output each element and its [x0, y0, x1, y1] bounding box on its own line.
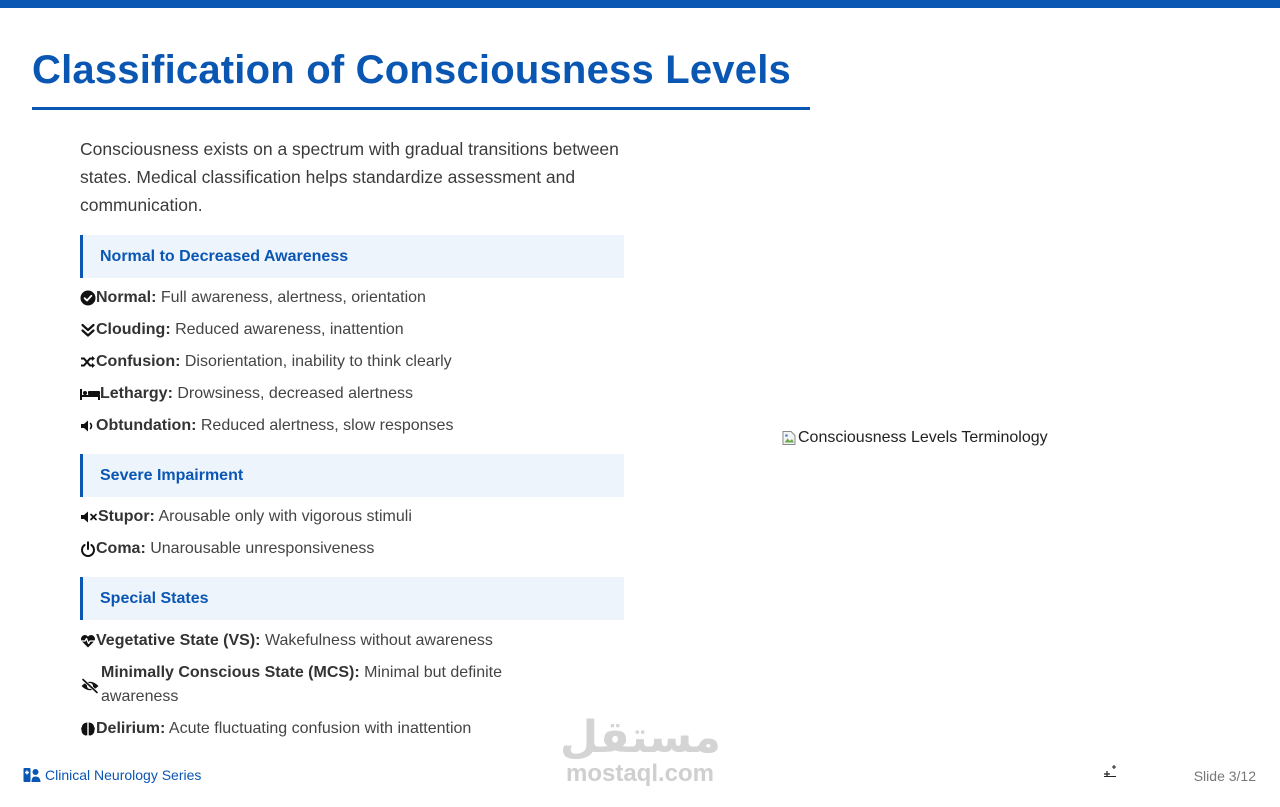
watermark [560, 712, 720, 792]
list-item-stupor: Stupor: Arousable only with vigorous stimuli [80, 505, 560, 529]
bed-icon [80, 386, 100, 402]
broken-image-icon [782, 430, 796, 446]
sparkle-icon[interactable] [1104, 763, 1118, 777]
intro-paragraph: Consciousness exists on a spectrum with gradual transitions between states. Medical classification helps standardize assessment and communication. [80, 139, 619, 215]
hospital-user-icon [23, 767, 41, 783]
footer-series [23, 767, 201, 783]
consciousness-levels-image [782, 429, 1048, 447]
watermark-latin: mostaql.com [565, 760, 715, 787]
list-item-normal: Normal: Full awareness, alertness, orientation [80, 286, 560, 310]
slide-title: Classification of Consciousness Levels [32, 48, 791, 92]
list-item-clouding: Clouding: Reduced awareness, inattention [80, 318, 560, 342]
brain-icon [80, 721, 96, 737]
volume-low-icon [80, 418, 96, 434]
list-item-confusion: Confusion: Disorientation, inability to think clearly [80, 350, 560, 374]
heart-pulse-icon [80, 633, 96, 649]
slide-number: Slide 3/12 [1193, 768, 1256, 784]
check-circle-icon [80, 290, 96, 306]
shuffle-icon [80, 354, 96, 370]
list-item-lethargy: Lethargy: Drowsiness, decreased alertness [80, 382, 560, 406]
volume-mute-icon [80, 509, 98, 525]
list-item-vegetative-state: Vegetative State (VS): Wakefulness without awareness [80, 629, 560, 653]
list-item-minimally-conscious-state: Minimally Conscious State (MCS): Minimal but definite awareness [80, 661, 560, 709]
list-item-delirium: Delirium: Acute fluctuating confusion with inattention [80, 717, 560, 741]
watermark-arabic: مستقل [560, 712, 721, 763]
eye-slash-icon [80, 677, 100, 693]
image-alt-text: Consciousness Levels Terminology [798, 429, 1048, 446]
power-icon [80, 541, 96, 557]
footer-series-label: Clinical Neurology Series [45, 767, 202, 783]
section-header-normal-to-decreased: Normal to Decreased Awareness [80, 235, 624, 278]
top-accent-bar [0, 0, 1280, 8]
list-item-obtundation: Obtundation: Reduced alertness, slow responses [80, 414, 560, 438]
list-item-coma: Coma: Unarousable unresponsiveness [80, 537, 560, 561]
double-chevron-down-icon [80, 322, 96, 338]
section-header-special-states: Special States [80, 577, 624, 620]
title-underline [32, 107, 810, 110]
section-header-severe-impairment: Severe Impairment [80, 454, 624, 497]
